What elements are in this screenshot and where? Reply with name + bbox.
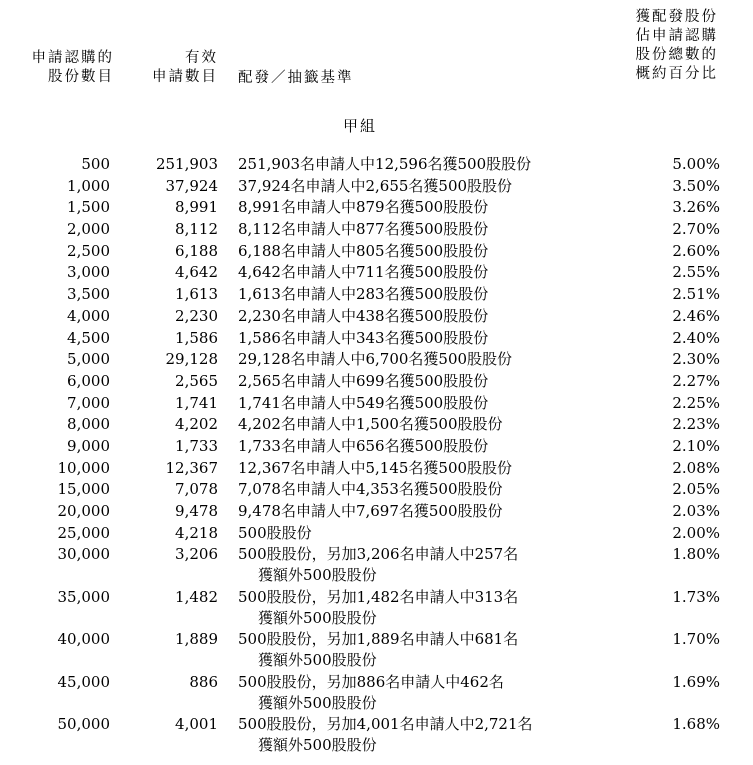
- percentage-cell: 2.08%: [672, 458, 720, 477]
- allocation-basis-cell: 500股股份，另加3,206名申請人中257名: [238, 545, 519, 564]
- percentage-cell: 2.03%: [672, 502, 720, 520]
- header-valid-applications-line1: 有效: [185, 50, 218, 66]
- shares-applied-cell: 8,000: [67, 415, 110, 434]
- allocation-basis-cell: 9,478名申請人中7,697名獲500股股份: [238, 502, 503, 520]
- percentage-cell: 3.26%: [672, 198, 720, 217]
- valid-applications-cell: 6,188: [175, 241, 218, 260]
- percentage-cell: 2.30%: [672, 350, 720, 369]
- valid-applications-cell: 7,078: [175, 480, 218, 499]
- allocation-basis-cell: 29,128名申請人中6,700名獲500股股份: [238, 350, 513, 369]
- valid-applications-cell: 9,478: [175, 502, 218, 520]
- table-row: [0, 262, 753, 284]
- percentage-cell: 2.55%: [672, 263, 720, 282]
- percentage-cell: 1.69%: [672, 672, 720, 691]
- table-row: [0, 714, 753, 757]
- shares-applied-cell: 6,000: [67, 371, 110, 390]
- header-percentage-line1: 獲配發股份: [635, 9, 718, 25]
- valid-applications-cell: 1,586: [175, 328, 218, 347]
- valid-applications-cell: 1,741: [175, 393, 218, 412]
- valid-applications-cell: 8,112: [175, 220, 218, 239]
- allocation-basis-cell: 1,741名申請人中549名獲500股股份: [238, 393, 489, 412]
- table-row: [0, 629, 753, 672]
- allocation-basis-cell: 500股股份，另加4,001名申請人中2,721名: [238, 715, 533, 734]
- table-row: [0, 284, 753, 306]
- valid-applications-cell: 12,367: [165, 458, 218, 477]
- header-valid-applications-line2: 申請數目: [152, 69, 218, 85]
- allocation-basis-cell: 8,991名申請人中879名獲500股股份: [238, 198, 489, 217]
- allocation-basis-cell: 500股股份，另加1,482名申請人中313名: [238, 587, 519, 606]
- header-basis: 配發／抽籤基準: [238, 70, 354, 86]
- shares-applied-cell: 15,000: [57, 480, 110, 499]
- table-row: [0, 587, 753, 630]
- percentage-cell: 2.05%: [672, 480, 720, 499]
- shares-applied-cell: 1,500: [67, 198, 110, 217]
- table-row: [0, 241, 753, 263]
- allocation-basis-continuation: 獲額外500股股份: [258, 566, 377, 585]
- table-row: [0, 544, 753, 587]
- allocation-basis-cell: 500股股份，另加1,889名申請人中681名: [238, 630, 519, 649]
- percentage-cell: 2.27%: [672, 371, 720, 390]
- table-row: [0, 393, 753, 415]
- shares-applied-cell: 30,000: [57, 545, 110, 564]
- table-row: [0, 371, 753, 393]
- shares-applied-cell: 10,000: [57, 458, 110, 477]
- percentage-cell: 2.70%: [672, 220, 720, 239]
- allocation-table: [0, 154, 753, 757]
- header-valid-applications: [138, 49, 218, 87]
- shares-applied-cell: 20,000: [57, 502, 110, 520]
- shares-applied-cell: 2,000: [67, 220, 110, 239]
- percentage-cell: 2.25%: [672, 393, 720, 412]
- shares-applied-cell: 3,500: [67, 285, 110, 304]
- valid-applications-cell: 251,903: [155, 155, 218, 173]
- allocation-basis-cell: 4,642名申請人中711名獲500股股份: [238, 263, 489, 282]
- percentage-cell: 1.70%: [672, 630, 720, 649]
- valid-applications-cell: 37,924: [165, 176, 218, 195]
- percentage-cell: 2.10%: [672, 436, 720, 455]
- shares-applied-cell: 5,000: [67, 350, 110, 369]
- valid-applications-cell: 3,206: [175, 545, 218, 564]
- header-percentage-line4: 概約百分比: [635, 66, 718, 82]
- allocation-basis-continuation: 獲額外500股股份: [258, 693, 377, 712]
- shares-applied-cell: 7,000: [67, 393, 110, 412]
- table-row: [0, 176, 753, 198]
- group-title: 甲組: [343, 117, 378, 135]
- valid-applications-cell: 4,218: [175, 523, 218, 542]
- table-row: [0, 197, 753, 219]
- shares-applied-cell: 25,000: [57, 523, 110, 542]
- percentage-cell: 3.50%: [672, 176, 720, 195]
- percentage-cell: 2.46%: [672, 306, 720, 325]
- header-percentage-line3: 股份總數的: [635, 47, 718, 63]
- shares-applied-cell: 4,000: [67, 306, 110, 325]
- header-shares-applied-line2: 股份數目: [48, 69, 114, 85]
- allocation-basis-cell: 12,367名申請人中5,145名獲500股股份: [238, 458, 513, 477]
- table-row: [0, 672, 753, 715]
- valid-applications-cell: 886: [189, 672, 218, 691]
- valid-applications-cell: 1,733: [175, 436, 218, 455]
- percentage-cell: 1.73%: [672, 587, 720, 606]
- allocation-basis-cell: 6,188名申請人中805名獲500股股份: [238, 241, 489, 260]
- allocation-basis-cell: 4,202名申請人中1,500名獲500股股份: [238, 415, 503, 434]
- valid-applications-cell: 29,128: [165, 350, 218, 369]
- allocation-basis-cell: 8,112名申請人中877名獲500股股份: [238, 220, 489, 239]
- valid-applications-cell: 4,202: [175, 415, 218, 434]
- allocation-basis-continuation: 獲額外500股股份: [258, 608, 377, 627]
- allocation-basis-cell: 251,903名申請人中12,596名獲500股股份: [238, 155, 532, 173]
- shares-applied-cell: 45,000: [57, 672, 110, 691]
- shares-applied-cell: 2,500: [67, 241, 110, 260]
- table-row: [0, 328, 753, 350]
- header-shares-applied: [14, 49, 114, 87]
- table-row: [0, 501, 753, 523]
- percentage-cell: 1.80%: [672, 545, 720, 564]
- allocation-basis-cell: 1,586名申請人中343名獲500股股份: [238, 328, 489, 347]
- allocation-basis-cell: 1,613名申請人中283名獲500股股份: [238, 285, 489, 304]
- header-percentage: [606, 8, 718, 84]
- allocation-basis-continuation: 獲額外500股股份: [258, 736, 377, 755]
- shares-applied-cell: 3,000: [67, 263, 110, 282]
- valid-applications-cell: 4,001: [175, 715, 218, 734]
- valid-applications-cell: 2,230: [175, 306, 218, 325]
- percentage-cell: 2.40%: [672, 328, 720, 347]
- allocation-basis-cell: 2,565名申請人中699名獲500股股份: [238, 371, 489, 390]
- shares-applied-cell: 9,000: [67, 436, 110, 455]
- table-row: [0, 458, 753, 480]
- valid-applications-cell: 4,642: [175, 263, 218, 282]
- header-shares-applied-line1: 申請認購的: [31, 50, 114, 66]
- table-row: [0, 436, 753, 458]
- allocation-basis-cell: 500股股份，另加886名申請人中462名: [238, 672, 504, 691]
- valid-applications-cell: 2,565: [175, 371, 218, 390]
- percentage-cell: 2.00%: [672, 523, 720, 542]
- valid-applications-cell: 8,991: [175, 198, 218, 217]
- shares-applied-cell: 50,000: [57, 715, 110, 734]
- shares-applied-cell: 1,000: [67, 176, 110, 195]
- valid-applications-cell: 1,482: [175, 587, 218, 606]
- table-row: [0, 349, 753, 371]
- percentage-cell: 1.68%: [672, 715, 720, 734]
- allocation-basis-cell: 500股股份: [238, 523, 312, 542]
- shares-applied-cell: 35,000: [57, 587, 110, 606]
- valid-applications-cell: 1,613: [175, 285, 218, 304]
- table-row: [0, 523, 753, 545]
- table-row: [0, 306, 753, 328]
- allocation-basis-cell: 2,230名申請人中438名獲500股股份: [238, 306, 489, 325]
- table-row: [0, 219, 753, 241]
- valid-applications-cell: 1,889: [175, 630, 218, 649]
- table-row: [0, 154, 753, 176]
- allocation-basis-cell: 37,924名申請人中2,655名獲500股股份: [238, 176, 513, 195]
- header-percentage-line2: 佔申請認購: [635, 28, 718, 44]
- table-row: [0, 479, 753, 501]
- percentage-cell: 2.60%: [672, 241, 720, 260]
- shares-applied-cell: 40,000: [57, 630, 110, 649]
- percentage-cell: 2.51%: [672, 285, 720, 304]
- allocation-basis-cell: 1,733名申請人中656名獲500股股份: [238, 436, 489, 455]
- allocation-basis-cell: 7,078名申請人中4,353名獲500股股份: [238, 480, 503, 499]
- shares-applied-cell: 500: [81, 155, 110, 173]
- percentage-cell: 2.23%: [672, 415, 720, 434]
- allocation-basis-continuation: 獲額外500股股份: [258, 651, 377, 670]
- table-row: [0, 414, 753, 436]
- percentage-cell: 5.00%: [672, 155, 720, 173]
- shares-applied-cell: 4,500: [67, 328, 110, 347]
